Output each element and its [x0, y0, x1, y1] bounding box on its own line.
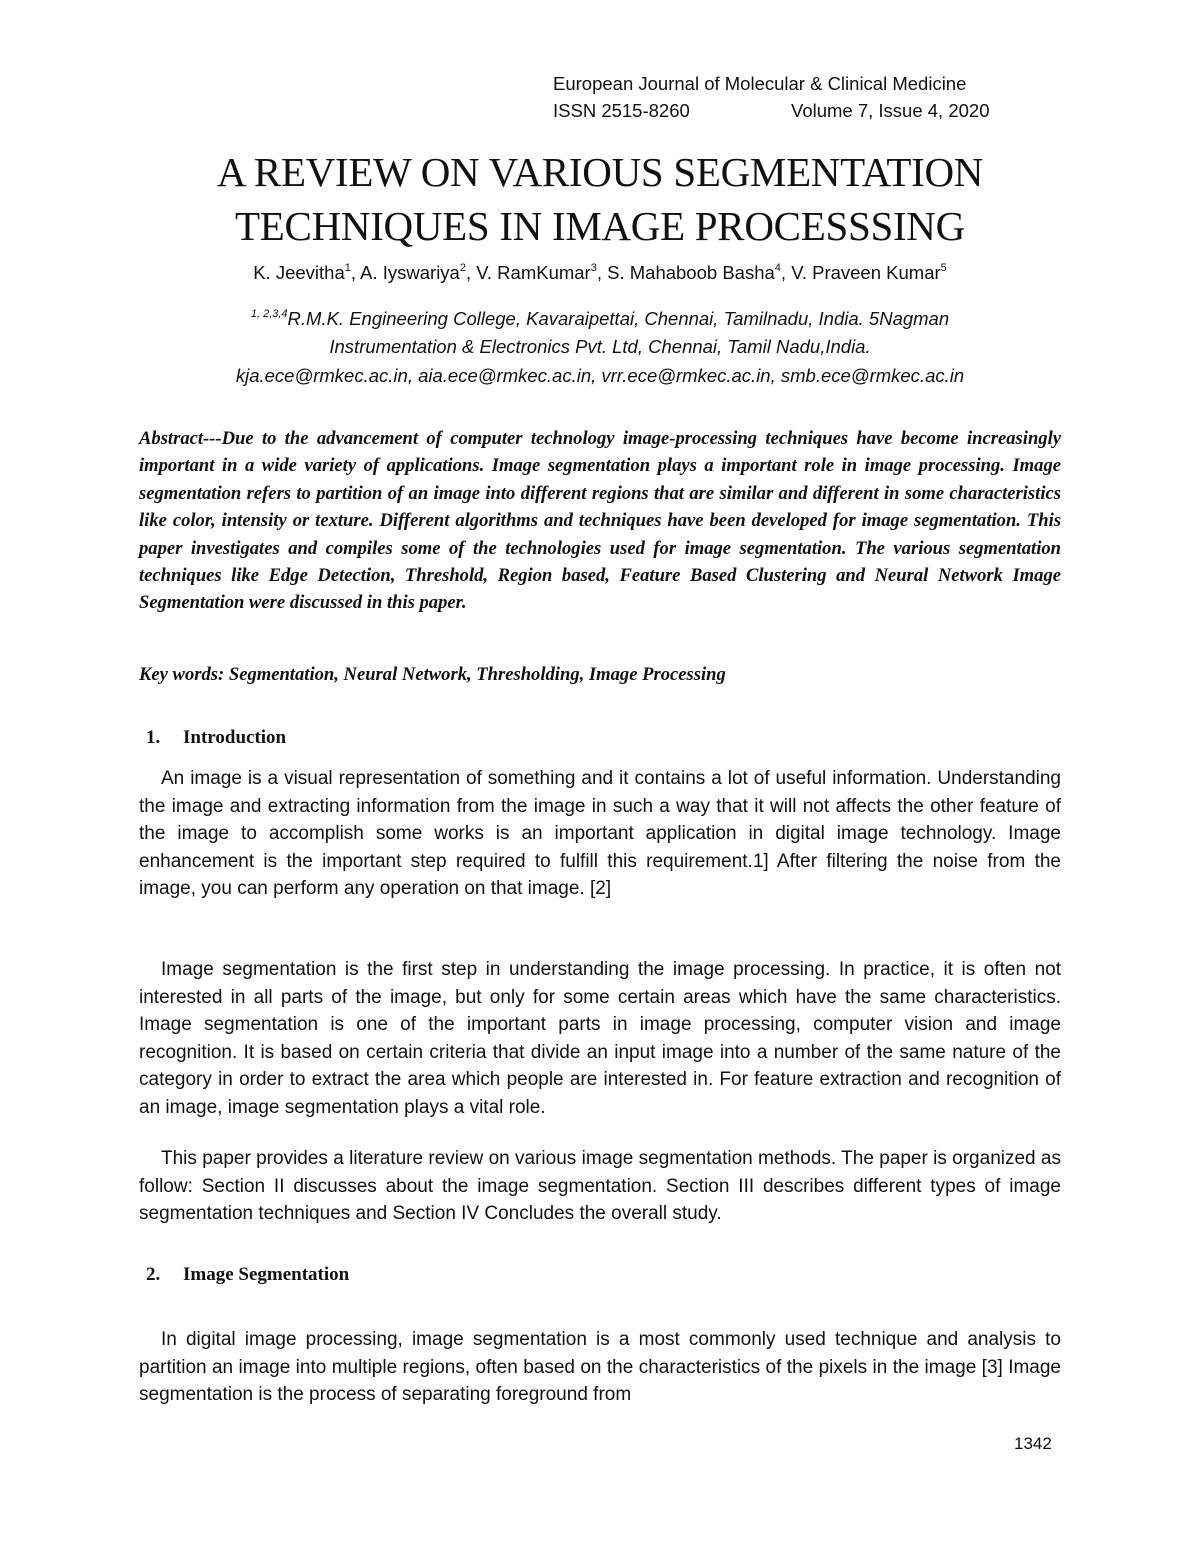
paragraph: This paper provides a literature review on various image segmentation methods. The paper is organized as follow: Section II discusses about the image segmentation. Section III describes different types of image segmentation techniques and Section IV Concludes the overall study.	[139, 1148, 1061, 1225]
section-number: 1.	[146, 727, 161, 748]
journal-header	[553, 70, 990, 124]
author: A. Iyswariya$^2$,	[360, 262, 477, 283]
paragraph: An image is a visual representation of something and it contains a lot of useful information. Understanding the image and extracting information from the image in such a way that it will not affects the other feature of the image to accomplish some works is an important application in digital image technology. Image enhancement is the important step required to fulfill this requirement.1] After filtering the noise from the image, you can perform any operation on that image. [2]	[139, 768, 1061, 900]
section-title: Introduction	[183, 727, 287, 748]
paragraph: Image segmentation is the first step in understanding the image processing. In practice, it is often not interested in all parts of the image, but only for some certain areas which have the same characteristics. Image segmentation is one of the important parts in image processing, computer vision and image recognition. It is based on certain criteria that divide an input image into a number of the same nature of the category in order to extract the area which people are interested in. For feature extraction and recognition of an image, image segmentation plays a vital role.	[139, 959, 1061, 1118]
author: K. Jeevitha$^1$,	[253, 262, 361, 283]
affiliation-line-1: $^{1, 2,3,4}$R.M.K. Engineering College, Kavaraipettai, Chennai, Tamilnadu, India. 5Nagman	[250, 308, 950, 329]
issn: ISSN 2515-8260	[553, 100, 690, 121]
paragraph: In digital image processing, image segmentation is a most commonly used technique and analysis to partition an image into multiple regions, often based on the characteristics of the pixels in the image [3] Image segmentation is the process of separating foreground from	[139, 1329, 1061, 1406]
paper-title	[0, 145, 1200, 253]
section-heading-image-segmentation	[146, 1264, 349, 1286]
author: V. RamKumar$^3$,	[476, 262, 608, 283]
author: S. Mahaboob Basha$^4$,	[607, 262, 792, 283]
title-line-1: A REVIEW ON VARIOUS SEGMENTATION	[216, 149, 984, 195]
page-number: 1342	[1014, 1434, 1052, 1453]
title-line-2: TECHNIQUES IN IMAGE PROCESSSING	[235, 203, 965, 249]
author-emails: kja.ece@rmkec.ac.in, aia.ece@rmkec.ac.in, vrr.ece@rmkec.ac.in, smb.ece@rmkec.ac.in	[235, 365, 965, 386]
author-list	[0, 262, 1200, 284]
author: V. Praveen Kumar$^5$	[791, 262, 947, 283]
volume-issue: Volume 7, Issue 4, 2020	[791, 100, 990, 121]
journal-name: European Journal of Molecular & Clinical Medicine	[553, 73, 967, 94]
issn-volume-row	[553, 97, 990, 124]
section-title: Image Segmentation	[183, 1264, 350, 1285]
affiliation-line-2: Instrumentation & Electronics Pvt. Ltd, Chennai, Tamil Nadu,India.	[329, 336, 871, 357]
abstract: Abstract---Due to the advancement of computer technology image-processing techniques have become increasingly important in a wide variety of applications. Image segmentation plays a important role in image processing. Image segmentation refers to partition of an image into different regions that are similar and different in some characteristics like color, intensity or texture. Different algorithms and techniques have been developed for image segmentation. This paper investigates and compiles some of the technologies used for image segmentation. The various segmentation techniques like Edge Detection, Threshold, Region based, Feature Based Clustering and Neural Network Image Segmentation were discussed in this paper.	[139, 428, 1061, 614]
section-heading-introduction	[146, 727, 286, 749]
affiliation	[0, 300, 1200, 361]
section-number: 2.	[146, 1264, 161, 1285]
keywords: Key words: Segmentation, Neural Network, Thresholding, Image Processing	[139, 664, 726, 685]
